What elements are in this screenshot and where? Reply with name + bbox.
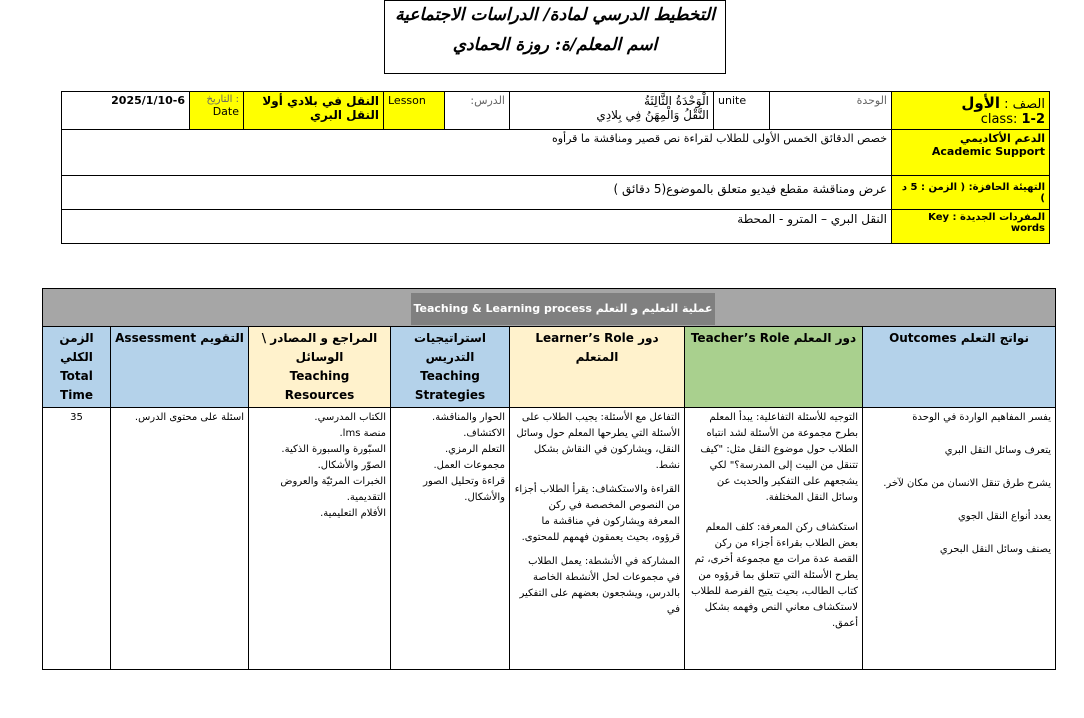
strategy-item: قراءة وتحليل الصور والأشكال. — [423, 476, 505, 503]
resource-item: الخبرات المرئيّة والعروض التقديمية. — [280, 476, 386, 503]
col-time-en: Total Time — [60, 369, 93, 402]
resource-item: الصوّر والأشكال. — [317, 460, 386, 471]
class-value: 1-2 — [1021, 112, 1045, 127]
grade-label: الصف : — [1004, 97, 1045, 112]
lesson-title-1: النقل في بلادي أولا — [262, 94, 379, 108]
lesson-label-en: Lesson — [384, 92, 445, 130]
keywords-label-en: Key words — [928, 212, 1045, 234]
academic-support-text: خصص الدقائق الخمس الأولى للطلاب لقراءة نص قصير ومناقشة ما قرأوه — [62, 130, 892, 176]
total-time-value: 35 — [43, 408, 111, 670]
lesson-label-ar: الدرس: — [445, 92, 510, 130]
date-label-ar: التاريخ : — [206, 94, 239, 105]
academic-support-label-en: Academic Support — [931, 145, 1045, 158]
grade-value: الأول — [961, 94, 1001, 112]
lesson-title-cell — [244, 92, 384, 130]
process-band — [43, 289, 1056, 327]
grade-cell — [892, 92, 1050, 130]
col-learner: Learner’s Role دور المتعلم — [510, 327, 685, 408]
resource-item: السبّورة والسبورة الذكية. — [281, 444, 386, 455]
strategy-item: الاكتشاف. — [463, 428, 505, 439]
lesson-title-2: النقل البري — [309, 108, 379, 122]
process-table — [42, 288, 1056, 670]
outcome-item: يعدد أنواع النقل الجوي — [957, 511, 1052, 522]
outcome-item: يفسر المفاهيم الواردة في الوحدة — [912, 412, 1052, 423]
teacher-role-item: التوجيه للأسئلة التفاعلية: يبدأ المعلم بطرح مجموعة من الأسئلة لشد انتباه الطلاب حول موضوع النقل مثل: "كيف تتنقل من البيت إلى المدرسة؟" لكي يشجعهم على التفكير والحديث عن وسائل النقل المختلفة. — [700, 412, 858, 503]
keywords-label-cell — [892, 210, 1050, 244]
outcome-item: يشرح طرق تنقل الانسان من مكان لآخر. — [883, 478, 1052, 489]
col-assessment: Assessment التقويم — [111, 327, 249, 408]
col-resources — [249, 327, 391, 408]
lesson-info-table — [61, 91, 1050, 244]
unit-title-2: النَّقْلُ وَالْمِهَنُ فِي بِلادِي — [596, 108, 709, 122]
date-label-cell — [190, 92, 244, 130]
unit-title-1: الْوَحْدَةُ الثَّالِثَةُ — [644, 94, 709, 108]
strategy-item: التعلم الرمزي. — [444, 444, 505, 455]
teacher-name: اسم المعلم/ة: روزة الحمادي — [452, 35, 658, 55]
resource-item: الكتاب المدرسي. — [314, 412, 386, 423]
unit-title-cell — [510, 92, 714, 130]
date-value: 2025/1/10-6 — [62, 92, 190, 130]
date-label-en: Date — [212, 105, 239, 118]
keywords-label-ar: المفردات الجديدة : — [952, 212, 1045, 223]
warmup-label: التهيئة الحافزة: ( الزمن : 5 د ) — [892, 176, 1050, 210]
learner-role-list — [510, 408, 685, 670]
col-resources-ar: المراجع و المصادر \ الوسائل — [261, 331, 378, 364]
plan-title: التخطيط الدرسي لمادة/ الدراسات الاجتماعية — [395, 5, 715, 25]
process-band-title — [411, 293, 715, 325]
col-time — [43, 327, 111, 408]
col-strategies — [391, 327, 510, 408]
keywords-text: النقل البري – المترو - المحطة — [62, 210, 892, 244]
resources-list — [249, 408, 391, 670]
learner-role-item: القراءة والاستكشاف: يقرأ الطلاب أجزاء من النصوص المخصصة في ركن المعرفة ويشاركون في مناقشة ما قرؤوه، بحيث يعمقون فهمهم للمحتوى. — [514, 484, 680, 543]
strategies-list — [391, 408, 510, 670]
outcome-item: يتعرف وسائل النقل البري — [944, 445, 1052, 456]
learner-role-item: التفاعل مع الأسئلة: يجيب الطلاب على الأسئلة التي يطرحها المعلم حول وسائل النقل، ويشاركون في النقاش بشكل نشط. — [516, 412, 680, 471]
col-strategies-en: Teaching Strategies — [414, 369, 486, 402]
warmup-text: عرض ومناقشة مقطع فيديو متعلق بالموضوع(5 دقائق ) — [62, 176, 892, 210]
col-teacher: Teacher’s Role دور المعلم — [685, 327, 863, 408]
learner-role-item: المشاركة في الأنشطة: يعمل الطلاب في مجموعات لحل الأنشطة الخاصة بالدرس، ويشجعون بعضهم على التفكير في — [519, 556, 680, 615]
outcomes-list — [863, 408, 1056, 670]
resource-item: الأفلام التعليمية. — [320, 508, 386, 519]
process-title-ar: عملية التعليم و التعلم — [595, 302, 713, 315]
col-strategies-ar: استراتيجيات التدريس — [414, 331, 486, 364]
strategy-item: مجموعات العمل. — [433, 460, 505, 471]
academic-support-label-ar: الدعم الأكاديمي — [960, 132, 1045, 145]
col-resources-en: Teaching Resources — [284, 369, 355, 402]
col-time-ar: الزمن الكلي — [59, 331, 94, 364]
teacher-role-item: استكشاف ركن المعرفة: كلف المعلم بعض الطلاب بقراءة أجزاء من ركن القصة عدة مرات مع مجموعة أخرى، ثم يطرح الأسئلة التي تتعلق بما قرؤوه من كتاب الطالب، بحيث يتيح الفرصة للطلاب لاستكشاف معاني النص وفهمه بشكل أعمق. — [691, 522, 858, 629]
title-box — [384, 0, 726, 74]
col-outcomes: Outcomes نواتج التعلم — [863, 327, 1056, 408]
outcome-item: يصنف وسائل النقل البحري — [939, 544, 1052, 555]
academic-support-label-cell — [892, 130, 1050, 176]
resource-item: منصة lms. — [339, 428, 386, 439]
assessment-text: اسئلة على محتوى الدرس. — [111, 408, 249, 670]
unit-label-ar: الوحدة — [770, 92, 892, 130]
unit-label-en: unite — [714, 92, 770, 130]
teacher-role-list — [685, 408, 863, 670]
strategy-item: الحوار والمناقشة. — [432, 412, 505, 423]
process-title-en: Teaching & Learning process — [413, 302, 592, 315]
class-label: class: — [980, 112, 1018, 127]
